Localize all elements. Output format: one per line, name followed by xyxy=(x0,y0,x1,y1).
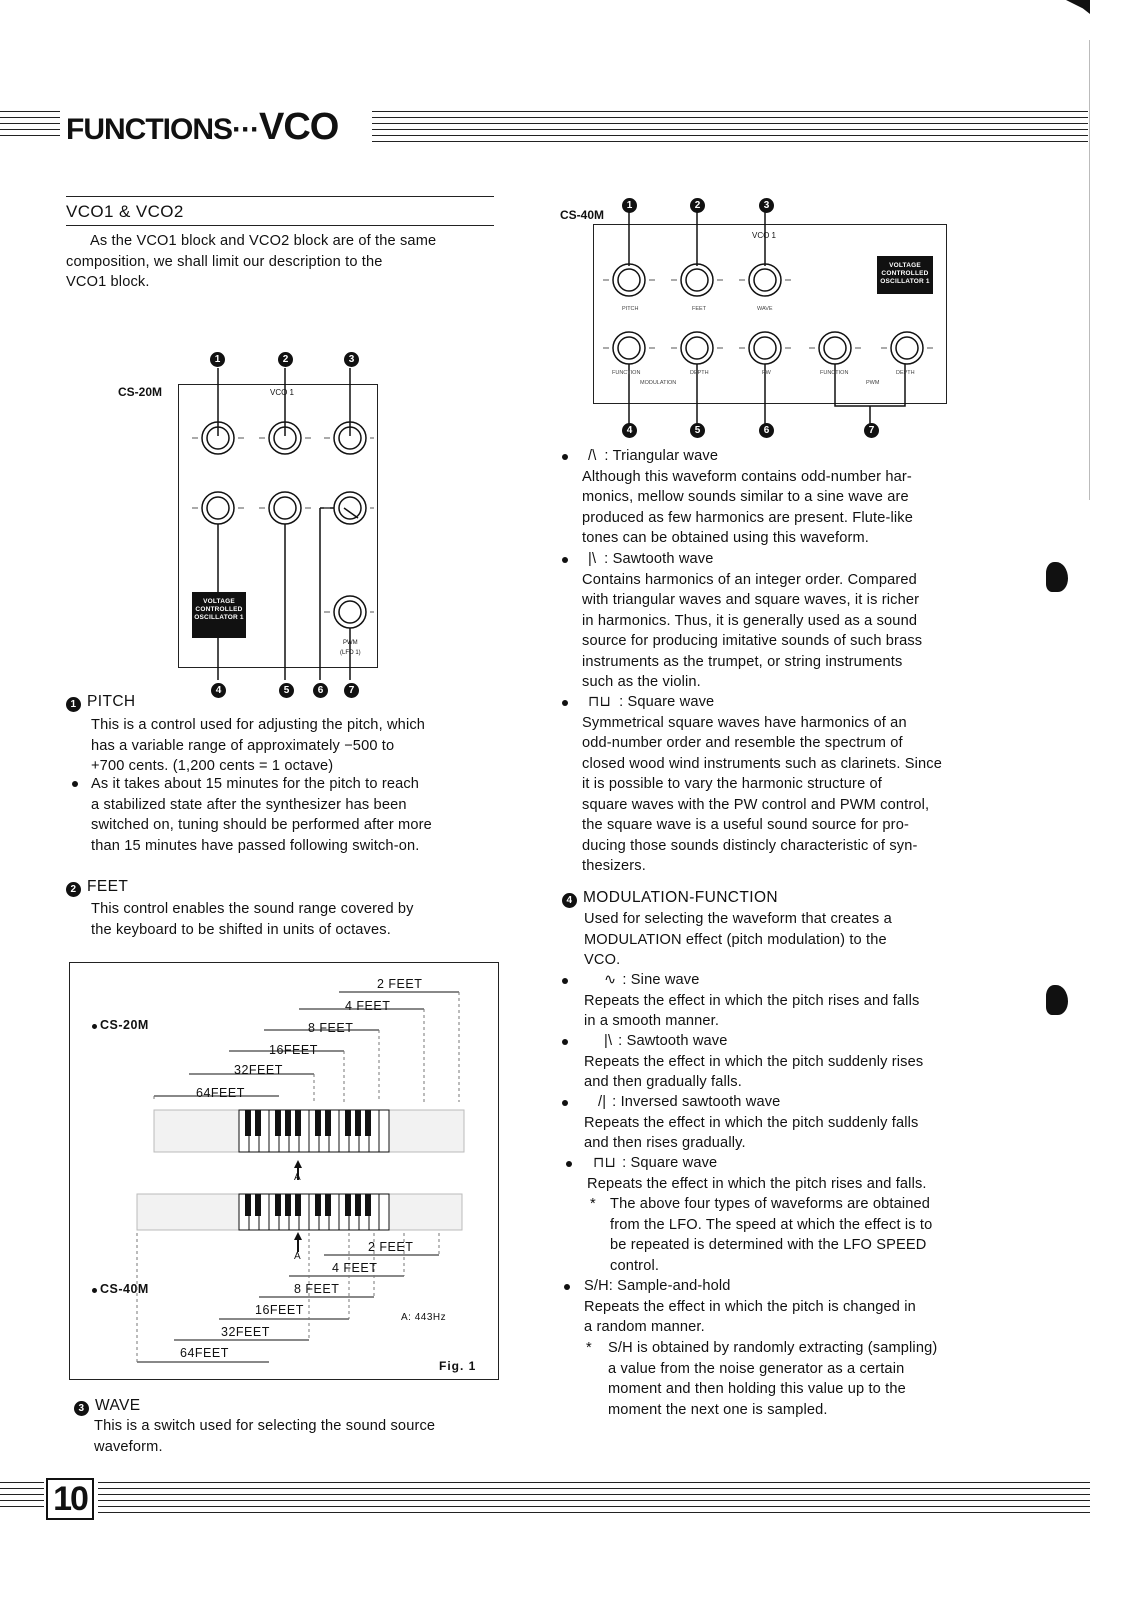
fig1-cs40m-label: CS-40M xyxy=(100,1282,149,1296)
cs20m-badge: VOLTAGE CONTROLLED OSCILLATOR 1 xyxy=(192,592,246,638)
page-number: 10 xyxy=(53,1480,87,1518)
fig1-freq-label: A: 443Hz xyxy=(401,1312,447,1323)
asterisk-1: * xyxy=(590,1196,596,1212)
sine-wave-icon: ∿ xyxy=(604,972,617,988)
cs20m-callout-2: 2 xyxy=(278,352,293,367)
wave-saw-item: |\ : Sawtooth wave Contains harmonics of an integer order. Compared with triangular waves and square waves, it is richer in harmonics. Thus, it is generally used as a sound source for producing imitative sounds of such brass instruments as the trumpet, or string instruments such as the violin. xyxy=(582,551,923,690)
pitch-bullet-text: As it takes about 15 minutes for the pitch to reach a stabilized state after the synthesizer has been switched on, tuning should be performed after more than 15 minutes have passed following switch-on. xyxy=(91,776,432,854)
wave-saw-bullet xyxy=(562,557,568,563)
mod-saw-bullet xyxy=(562,1039,568,1045)
corner-mark xyxy=(1066,0,1090,14)
cs40m-callout-2: 2 xyxy=(690,198,705,213)
cs20m-lfo-label: (LFO 1) xyxy=(340,650,361,656)
asterisk-2: * xyxy=(586,1340,592,1356)
fig1-bottom-8feet: 8 FEET xyxy=(294,1282,340,1296)
cs40m-badge: VOLTAGE CONTROLLED OSCILLATOR 1 xyxy=(877,256,933,294)
cs40m-callout-3: 3 xyxy=(759,198,774,213)
mod-invsaw-item: /| : Inversed sawtooth wave Repeats the effect in which the pitch suddenly falls and then rises gradually. xyxy=(584,1094,919,1151)
intro-heading: VCO1 & VCO2 xyxy=(66,202,184,221)
cs20m-callout-5: 5 xyxy=(279,683,294,698)
cs20m-pwm-label: PWM xyxy=(343,640,358,646)
mod-note1: * The above four types of waveforms are obtained from the LFO. The speed at which the effect is to be repeated is determined with the LFO SPEED control. xyxy=(590,1196,933,1274)
cs20m-callout-1: 1 xyxy=(210,352,225,367)
page-number-box xyxy=(46,1478,94,1520)
feet-heading: 2 FEET xyxy=(66,878,128,897)
fig1-cs20m-label: CS-20M xyxy=(100,1018,149,1032)
fig1-a-label-top: A xyxy=(294,1172,302,1183)
intro-heading-rule xyxy=(66,225,494,226)
feet-text: This control enables the sound range covered by the keyboard to be shifted in units of octaves. xyxy=(91,901,414,938)
modfunc-number: 4 xyxy=(562,893,577,908)
cs40m-callout-4: 4 xyxy=(622,423,637,438)
cs40m-knobs xyxy=(593,210,945,435)
title-dots: ··· xyxy=(232,113,259,146)
wave-heading: 3 WAVE xyxy=(74,1397,141,1416)
modfunc-heading: 4 MODULATION-FUNCTION xyxy=(562,889,778,908)
fig1-a-label-bottom: A xyxy=(294,1251,302,1262)
modfunc-text: Used for selecting the waveform that creates a MODULATION effect (pitch modulation) to the VCO. xyxy=(584,911,892,968)
wave-number: 3 xyxy=(74,1401,89,1416)
mod-square-bullet xyxy=(566,1161,572,1167)
pitch-bullet xyxy=(72,781,78,787)
cs40m-callout-6: 6 xyxy=(759,423,774,438)
title-prefix: FUNCTIONS xyxy=(66,113,232,146)
square-wave-icon: ⊓⊔ xyxy=(588,694,612,710)
fig1-bottom-64feet: 64FEET xyxy=(180,1346,229,1360)
cs20m-callout-4: 4 xyxy=(211,683,226,698)
fig1-top-4feet: 4 FEET xyxy=(345,999,391,1013)
triangle-wave-icon: /\ xyxy=(588,448,597,464)
feet-number: 2 xyxy=(66,882,81,897)
cs20m-block-label: VCO 1 xyxy=(270,388,295,397)
mod-sh-bullet xyxy=(564,1284,570,1290)
intro-top-rule xyxy=(66,196,494,197)
wave-sq-bullet xyxy=(562,700,568,706)
cs40m-callout-7: 7 xyxy=(864,423,879,438)
fig1-caption: Fig. 1 xyxy=(439,1359,477,1373)
fig1-bottom-32feet: 32FEET xyxy=(221,1325,270,1339)
mod-sine-bullet xyxy=(562,978,568,984)
pitch-number: 1 xyxy=(66,697,81,712)
page-title xyxy=(66,106,338,149)
cs20m-callout-3: 3 xyxy=(344,352,359,367)
mod-square-item: ⊓⊔ : Square wave Repeats the effect in which the pitch rises and falls. xyxy=(587,1155,927,1192)
mod-note2: * S/H is obtained by randomly extracting (sampling) a value from the noise generator as a certain moment and then holding this value up to the moment the next one is sampled. xyxy=(586,1340,938,1418)
mod-square-wave-icon: ⊓⊔ xyxy=(593,1155,617,1171)
cs20m-model-label: CS-20M xyxy=(118,385,163,399)
cs40m-callout-5: 5 xyxy=(690,423,705,438)
mod-sawtooth-wave-icon: |\ xyxy=(604,1033,613,1049)
mod-saw-item: |\ : Sawtooth wave Repeats the effect in which the pitch suddenly rises and then gradually falls. xyxy=(584,1033,924,1090)
fig1-top-16feet: 16FEET xyxy=(269,1043,318,1057)
cs40m-callout-1: 1 xyxy=(622,198,637,213)
fig1-bottom-4feet: 4 FEET xyxy=(332,1261,378,1275)
fig1-bottom-16feet: 16FEET xyxy=(255,1303,304,1317)
mod-invsaw-bullet xyxy=(562,1100,568,1106)
inversed-sawtooth-wave-icon: /| xyxy=(598,1094,607,1110)
fig1-top-32feet: 32FEET xyxy=(234,1063,283,1077)
cs40m-model-label: CS-40M xyxy=(560,208,605,222)
cs20m-callout-7: 7 xyxy=(344,683,359,698)
wave-text: This is a switch used for selecting the sound source waveform. xyxy=(94,1418,436,1455)
wave-sq-item: ⊓⊔ : Square wave Symmetrical square waves have harmonics of an odd-number order and resemble the spectrum of closed wood wind instruments such as clarinets. Since it is possible to vary the harmonic structure of square waves with the PW control and PWM control, the square wave is a useful sound source for pro- ducing those sounds distincly characteristic of syn- thesizers. xyxy=(582,694,942,874)
wave-tri-item: /\ : Triangular wave Although this waveform contains odd-number har- monics, mellow sounds similar to a sine wave are produced as few harmonics are present. Flute-like tones can be obtained using this waveform. xyxy=(582,448,913,546)
cs20m-callout-6: 6 xyxy=(313,683,328,698)
mod-sh-item: S/H: Sample-and-hold Repeats the effect in which the pitch is changed in a random manner. xyxy=(584,1278,916,1335)
intro-text: As the VCO1 block and VCO2 block are of the same composition, we shall limit our description to the VCO1 block. xyxy=(66,233,437,290)
thumb-mark-1 xyxy=(1046,562,1068,592)
fig1-top-8feet: 8 FEET xyxy=(308,1021,354,1035)
fig1-top-64feet: 64FEET xyxy=(196,1086,245,1100)
sawtooth-wave-icon: |\ xyxy=(588,551,597,567)
margin-line xyxy=(1089,40,1090,500)
thumb-mark-2 xyxy=(1046,985,1068,1015)
cs40m-block-label: VCO 1 xyxy=(752,231,777,240)
fig1-bottom-2feet: 2 FEET xyxy=(368,1240,414,1254)
wave-tri-bullet xyxy=(562,454,568,460)
mod-sine-item: ∿ : Sine wave Repeats the effect in which the pitch rises and falls in a smooth manner. xyxy=(584,972,920,1029)
pitch-text: This is a control used for adjusting the pitch, which has a variable range of approximately −500 to +700 cents. (1,200 cents = 1 octave) xyxy=(91,717,426,774)
fig1-top-2feet: 2 FEET xyxy=(377,977,423,991)
title-main: VCO xyxy=(258,106,339,148)
pitch-heading: 1 PITCH xyxy=(66,693,136,712)
